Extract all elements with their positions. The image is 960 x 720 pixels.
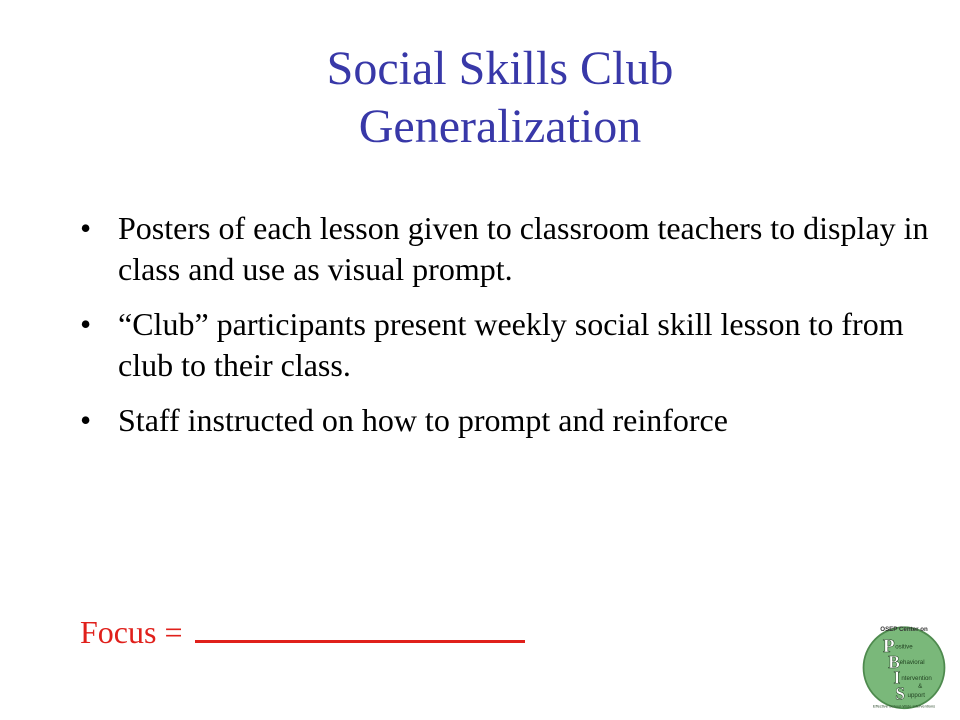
bullet-item (80, 208, 930, 290)
bullet-list (80, 208, 930, 455)
bullet-item (80, 400, 930, 441)
logo-word-intervention: ntervention (901, 675, 932, 683)
logo-letter-p: P (882, 635, 895, 657)
logo-letter-s: S (895, 683, 905, 704)
focus-line (80, 612, 525, 653)
slide-title-line-1: Social Skills Club (326, 42, 674, 95)
logo-word-support: upport (907, 691, 925, 699)
bullet-marker: • (80, 306, 92, 342)
bullet-text: Posters of each lesson given to classroom teachers to display in class and use as visual prompt. (118, 210, 929, 287)
bullet-marker: • (80, 402, 92, 438)
logo-header: OSEP Center on (880, 625, 928, 633)
logo-letter-i: I (893, 667, 901, 688)
focus-label: Focus = (80, 614, 191, 650)
bullet-item (80, 304, 930, 386)
bullet-text: Staff instructed on how to prompt and reinforce (118, 402, 728, 438)
logo-footer: Effective School-Wide Interventions (872, 703, 936, 709)
focus-blank (195, 612, 525, 643)
bullet-text: “Club” participants present weekly social skill lesson to from club to their class. (118, 306, 904, 383)
bullet-marker: • (80, 210, 92, 246)
slide-title-line-2: Generalization (358, 100, 642, 153)
slide-title (90, 40, 910, 156)
logo-word-positive: ositive (895, 643, 913, 651)
logo-word-behavioral: ehavioral (899, 659, 925, 667)
pbis-logo (860, 622, 948, 710)
logo-letter-b: B (888, 651, 900, 672)
logo-ampersand: & (918, 683, 923, 690)
